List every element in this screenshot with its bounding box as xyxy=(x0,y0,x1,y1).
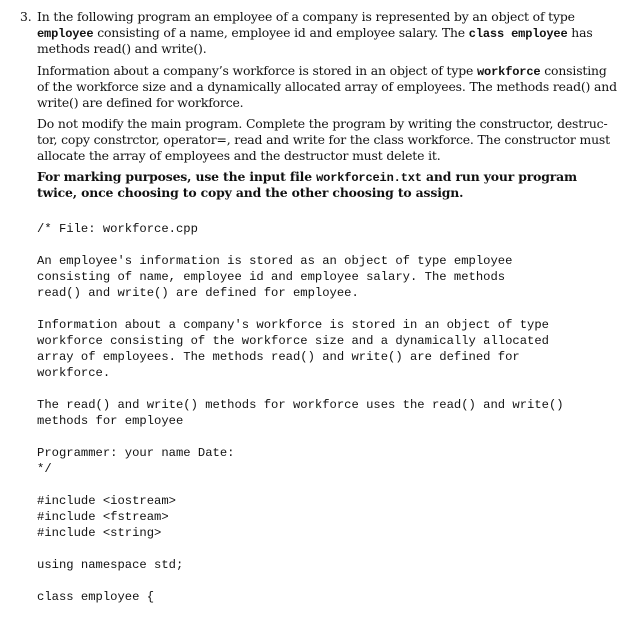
code-line: #include <string> xyxy=(37,526,162,540)
question-number: 3. xyxy=(20,9,32,24)
paragraph-4-line-2: twice, once choosing to copy and the other choosing to assign. xyxy=(37,185,464,200)
keyword-workforce: workforce xyxy=(476,65,541,79)
code-line: #include <fstream> xyxy=(37,510,169,524)
paragraph-2-line-2: of the workforce size and a dynamically allocated array of employees. The methods read() and xyxy=(37,79,617,94)
code-line: array of employees. The methods read() and write() are defined for xyxy=(37,350,520,364)
paragraph-4-line-1 xyxy=(37,169,577,186)
paragraph-1-line-2-end: has xyxy=(567,25,593,40)
code-line: Information about a company's workforce is stored in an object of type xyxy=(37,318,549,332)
code-line: workforce consisting of the workforce size and a dynamically allocated xyxy=(37,334,549,348)
paragraph-3-line-1: Do not modify the main program. Complete the program by writing the constructor, destruc- xyxy=(37,116,608,131)
code-line: using namespace std; xyxy=(37,558,184,572)
paragraph-4-line-1-end: and run your program xyxy=(421,169,578,184)
paragraph-2-line-1-text: Information about a company’s workforce is stored in an object of type xyxy=(37,63,477,78)
paragraph-1-line-1: In the following program an employee of a company is represented by an object of type xyxy=(37,9,575,24)
paragraph-2-line-1 xyxy=(37,63,607,80)
code-line: #include <iostream> xyxy=(37,494,176,508)
input-filename: workforcein.txt xyxy=(316,171,422,185)
code-line: workforce. xyxy=(37,366,111,380)
paragraph-1-line-2 xyxy=(37,25,593,42)
code-line: Programmer: your name Date: xyxy=(37,446,235,460)
code-line: read() and write() are defined for employee. xyxy=(37,286,359,300)
code-line: methods for employee xyxy=(37,414,184,428)
keyword-class-employee: class employee xyxy=(468,27,568,41)
code-line: The read() and write() methods for workforce uses the read() and write() xyxy=(37,398,564,412)
paragraph-2-line-3: write() are defined for workforce. xyxy=(37,95,244,110)
paragraph-1-line-2-text: consisting of a name, employee id and employee salary. The xyxy=(93,25,469,40)
paragraph-3-line-2: tor, copy constrctor, operator=, read and write for the class workforce. The constructor must xyxy=(37,132,610,147)
code-line: class employee { xyxy=(37,590,155,604)
paragraph-4-line-1-text: For marking purposes, use the input file xyxy=(37,169,317,184)
keyword-employee: employee xyxy=(37,27,94,41)
paragraph-3-line-3: allocate the array of employees and the destructor must delete it. xyxy=(37,148,441,163)
paragraph-1-line-3: methods read() and write(). xyxy=(37,41,207,56)
paragraph-2-line-1-end: consisting xyxy=(540,63,607,78)
code-line: /* File: workforce.cpp xyxy=(37,222,198,236)
code-line: consisting of name, employee id and employee salary. The methods xyxy=(37,270,506,284)
code-line: */ xyxy=(37,462,52,476)
code-line: An employee's information is stored as an object of type employee xyxy=(37,254,513,268)
